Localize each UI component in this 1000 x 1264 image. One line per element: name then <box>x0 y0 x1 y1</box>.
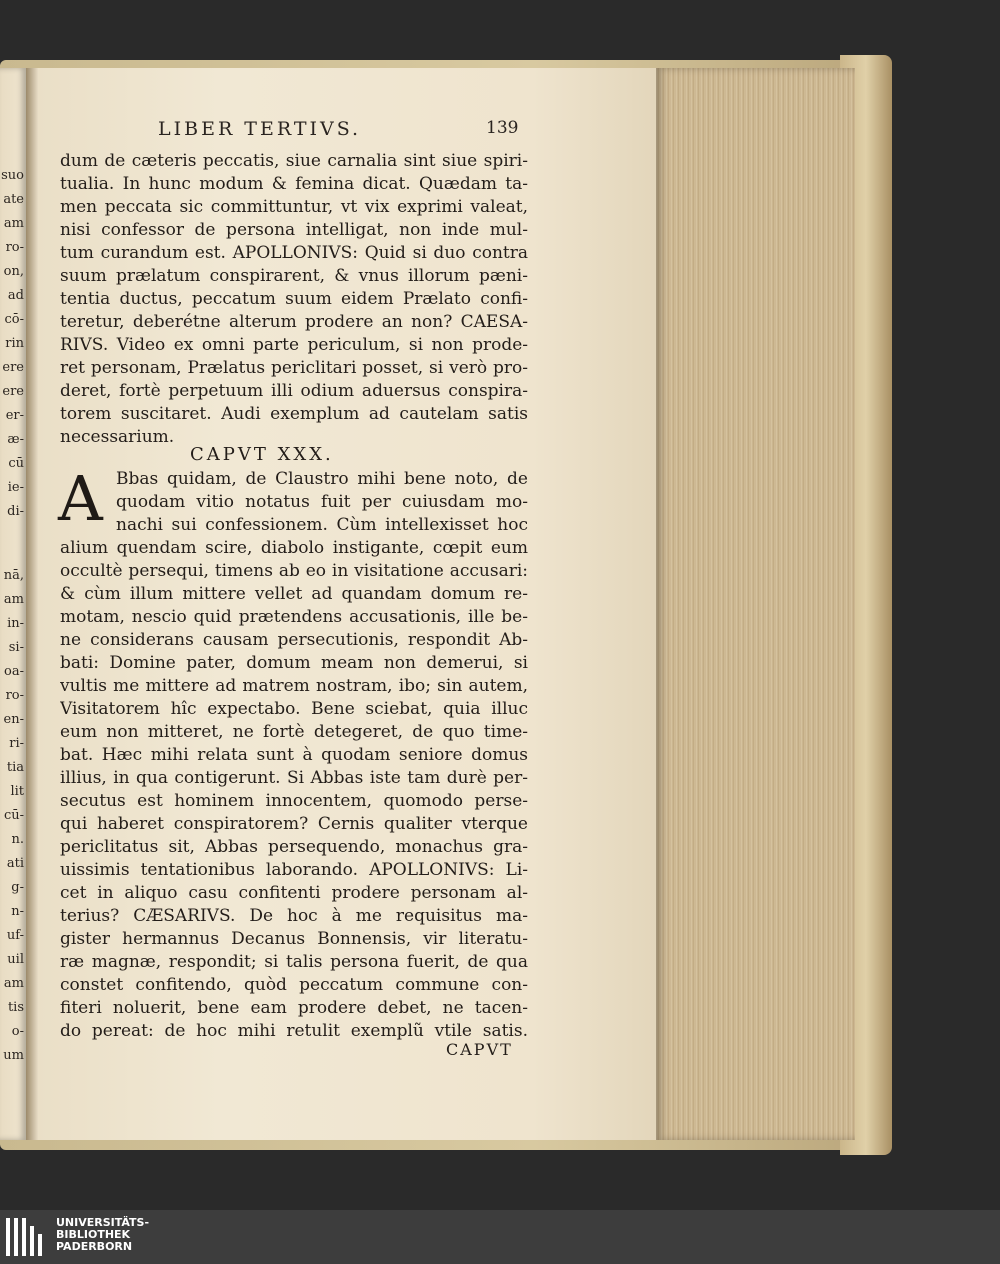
text-line: ræ magnæ, respondit; si talis persona fuerit, de qua <box>60 952 528 972</box>
text-line: necessarium. <box>60 427 175 447</box>
left-page-fragment: en- <box>3 712 24 727</box>
left-page-fragment: am <box>3 592 24 607</box>
running-head: LIBER TERTIVS. <box>158 118 362 140</box>
left-page-fragment: on, <box>3 264 24 279</box>
text-block-top <box>60 150 528 449</box>
text-line: deret, fortè perpetuum illi odium aduersus conspira- <box>60 381 528 401</box>
text-line: fiteri noluerit, bene eam prodere debet, ne tacen- <box>60 998 528 1018</box>
left-page-fragment: um <box>3 1048 24 1063</box>
page-gutter <box>26 68 38 1140</box>
left-page-fragment: cū <box>8 456 24 471</box>
text-line: motam, nescio quid prætendens accusationis, ille be- <box>60 607 528 627</box>
logo-line-2: BIBLIOTHEK <box>56 1228 131 1241</box>
text-line: qui haberet conspiratorem? Cernis qualiter vterque <box>60 814 528 834</box>
page-number: 139 <box>486 118 519 138</box>
left-page-fragment: ad <box>7 288 24 303</box>
text-line: quodam vitio notatus fuit per cuiusdam mo- <box>116 492 528 512</box>
left-page-fragment: ro- <box>5 688 24 703</box>
text-line: tum curandum est. APOLLONIVS: Quid si duo contra <box>60 243 528 263</box>
logo-line-1: UNIVERSITÄTS- <box>56 1216 150 1229</box>
text-line: eum non mitteret, ne fortè detegeret, de quo time- <box>60 722 528 742</box>
left-page-fragment: oa- <box>4 664 24 679</box>
left-page-fragment: suo <box>1 168 24 183</box>
text-line: constet confitendo, quòd peccatum commune con- <box>60 975 528 995</box>
library-logo-text <box>56 1217 149 1253</box>
text-line: gister hermannus Decanus Bonnensis, vir literatu- <box>60 929 528 949</box>
drop-cap: A <box>58 462 103 535</box>
text-line: tualia. In hunc modum & femina dicat. Quædam ta- <box>60 174 528 194</box>
text-line: cet in aliquo casu confitenti prodere personam al- <box>60 883 528 903</box>
text-line: do pereat: de hoc mihi retulit exemplũ vtile satis. <box>60 1021 528 1041</box>
left-page-fragment: er- <box>5 408 24 423</box>
left-page-fragment: rin <box>5 336 24 351</box>
text-line: illius, in qua contigerunt. Si Abbas iste tam durè per- <box>60 768 528 788</box>
left-page-fragment: ere <box>2 360 24 375</box>
library-logo-icon <box>6 1218 48 1256</box>
left-page-fragment: nā, <box>3 568 24 583</box>
left-page-fragment: in- <box>7 616 24 631</box>
text-line: vultis me mittere ad matrem nostram, ibo; sin autem, <box>60 676 528 696</box>
left-page-fragment: o- <box>11 1024 24 1039</box>
left-page-fragment: cū- <box>3 808 24 823</box>
text-line: suum prælatum conspirarent, & vnus illorum pæni- <box>60 266 528 286</box>
text-line: ret personam, Prælatus periclitari posset, si verò pro- <box>60 358 528 378</box>
left-page-fragment: ere <box>2 384 24 399</box>
left-page-fragment: ro- <box>5 240 24 255</box>
text-line: uissimis tentationibus laborando. APOLLONIVS: Li- <box>60 860 528 880</box>
left-page-sliver <box>0 68 26 1140</box>
left-page-fragment: ie- <box>7 480 24 495</box>
text-line: Visitatorem hîc expectabo. Bene sciebat, quia illuc <box>60 699 528 719</box>
left-page-fragment: am <box>3 216 24 231</box>
text-line: terius? CÆSARIVS. De hoc à me requisitus ma- <box>60 906 528 926</box>
text-line: & cùm illum mittere vellet ad quandam domum re- <box>60 584 528 604</box>
text-line: secutus est hominem innocentem, quomodo perse- <box>60 791 528 811</box>
text-line: occultè persequi, timens ab eo in visitatione accusari: <box>60 561 528 581</box>
text-line: men peccata sic committuntur, vt vix exprimi valeat, <box>60 197 528 217</box>
text-line: dum de cæteris peccatis, siue carnalia sint siue spiri- <box>60 151 528 171</box>
text-line: nisi confessor de persona intelligat, non inde mul- <box>60 220 528 240</box>
left-page-fragment: æ- <box>7 432 24 447</box>
text-line: ne considerans causam persecutionis, respondit Ab- <box>60 630 528 650</box>
text-line: RIVS. Video ex omni parte periculum, si non prode- <box>60 335 528 355</box>
text-line: bati: Domine pater, domum meam non demerui, si <box>60 653 528 673</box>
left-page-fragment: uil <box>7 952 24 967</box>
left-page-fragment: n. <box>11 832 24 847</box>
left-page-fragment: g- <box>11 880 24 895</box>
left-page-fragment: ati <box>6 856 24 871</box>
page-fore-edge <box>655 68 855 1140</box>
catchword: CAPVT <box>446 1040 513 1059</box>
text-line: torem suscitaret. Audi exemplum ad cautelam satis <box>60 404 528 424</box>
left-page-fragment: n- <box>11 904 24 919</box>
text-block-chapter <box>58 462 528 1043</box>
text-line: nachi sui confessionem. Cùm intellexisset hoc <box>116 515 528 535</box>
text-line: alium quendam scire, diabolo instigante, cœpit eum <box>60 538 528 558</box>
chapter-heading: CAPVT XXX. <box>190 444 334 465</box>
text-line: Bbas quidam, de Claustro mihi bene noto, de <box>116 469 528 489</box>
left-page-fragment: ri- <box>9 736 24 751</box>
text-line: bat. Hæc mihi relata sunt à quodam seniore domus <box>60 745 528 765</box>
text-line: teretur, deberétne alterum prodere an non? CAESA- <box>60 312 528 332</box>
left-page-fragment: am <box>3 976 24 991</box>
library-footer <box>0 1210 1000 1264</box>
left-page-fragment: cō- <box>4 312 24 327</box>
text-line: periclitatus sit, Abbas persequendo, monachus gra- <box>60 837 528 857</box>
logo-line-3: PADERBORN <box>56 1240 133 1253</box>
left-page-fragment: si- <box>8 640 24 655</box>
left-page-fragment: ate <box>3 192 24 207</box>
left-page-fragment: di- <box>7 504 24 519</box>
left-page-fragment: lit <box>10 784 24 799</box>
left-page-fragment: uf- <box>6 928 24 943</box>
left-page-fragment: tis <box>7 1000 24 1015</box>
left-page-fragment: tia <box>6 760 24 775</box>
text-line: tentia ductus, peccatum suum eidem Prælato confi- <box>60 289 528 309</box>
